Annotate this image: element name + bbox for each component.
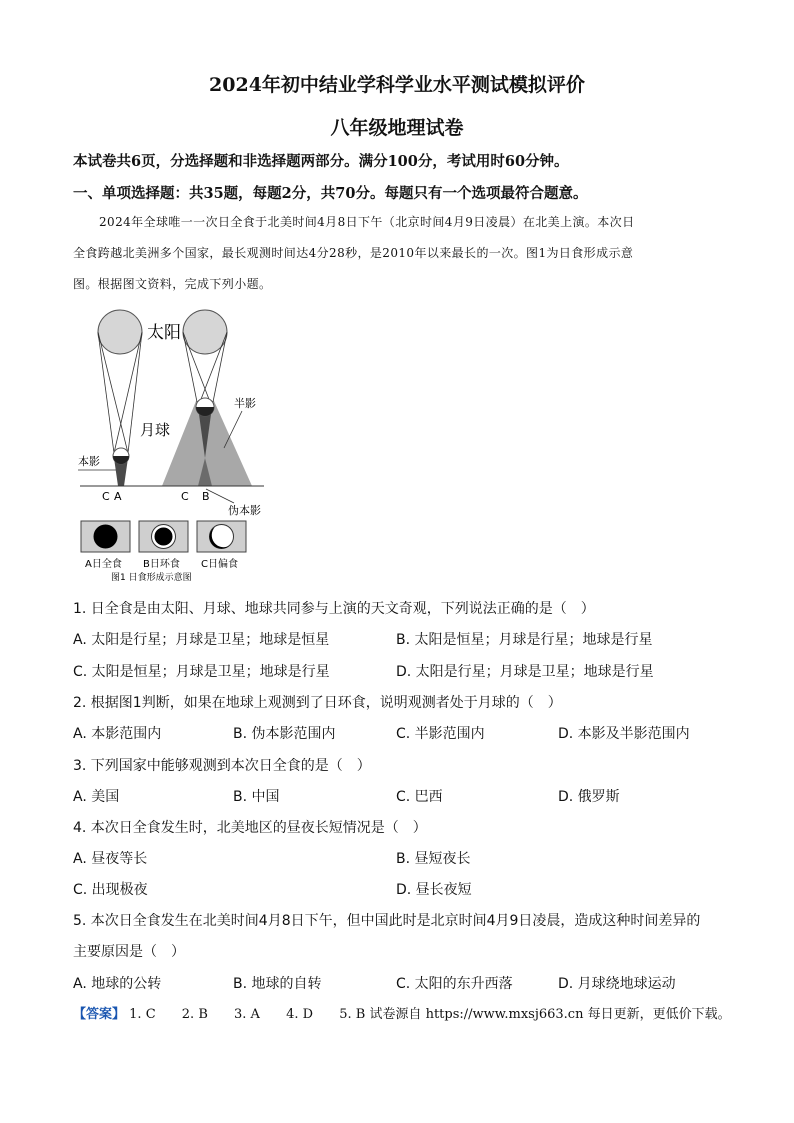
material-paragraph xyxy=(73,207,723,300)
material-line-2: 全食跨越北美洲多个国家，最长观测时间达4分28秒，是2010年以来最长的一次。图1为日食形成示意 xyxy=(73,246,634,260)
question-5-option-d[interactable]: D. 月球绕地球运动 xyxy=(558,976,676,992)
material-line-1: 2024年全球唯一一次日全食于北美时间4月8日下午（北京时间4月9日凌晨）在北美上演。本次日 xyxy=(99,215,635,229)
material-line-3: 图。根据图文资料，完成下列小题。 xyxy=(73,277,272,291)
umbra-label: 本影 xyxy=(78,455,100,468)
sun-label: 太阳 xyxy=(147,323,181,343)
exam-subtitle: 八年级地理试卷 xyxy=(330,117,464,139)
question-3-option-d[interactable]: D. 俄罗斯 xyxy=(558,789,620,805)
question-4-option-b[interactable]: B. 昼短夜长 xyxy=(396,851,471,867)
answer-item: 5. B xyxy=(339,1007,366,1022)
question-3-stem: 3. 下列国家中能够观测到本次日全食的是（ ） xyxy=(73,758,371,774)
question-4-stem: 4. 本次日全食发生时，北美地区的昼夜长短情况是（ ） xyxy=(73,820,427,836)
question-2-option-c[interactable]: C. 半影范围内 xyxy=(396,726,485,742)
question-1-option-a[interactable]: A. 太阳是行星；月球是卫星；地球是恒星 xyxy=(73,632,330,648)
point-c-right: C xyxy=(181,490,189,503)
question-1-option-c[interactable]: C. 太阳是恒星；月球是卫星；地球是行星 xyxy=(73,664,330,680)
question-3-option-a[interactable]: A. 美国 xyxy=(73,789,120,805)
sun-left xyxy=(98,310,142,354)
section-heading: 一、单项选择题：共35题，每题2分，共70分。每题只有一个选项最符合题意。 xyxy=(73,185,588,202)
penumbra-label: 半影 xyxy=(234,397,256,410)
panel-b-label: B日环食 xyxy=(143,559,180,570)
point-c-left: C xyxy=(102,490,110,503)
question-3-option-b[interactable]: B. 中国 xyxy=(233,789,280,805)
eclipse-diagram xyxy=(74,303,274,588)
question-4-option-c[interactable]: C. 出现极夜 xyxy=(73,882,148,898)
moon-label: 月球 xyxy=(140,421,171,439)
question-2-option-b[interactable]: B. 伪本影范围内 xyxy=(233,726,336,742)
point-b: B xyxy=(202,490,210,503)
figure-caption: 图1 日食形成示意图 xyxy=(111,573,192,583)
answer-item: 2. B xyxy=(181,1007,208,1022)
question-1-option-d[interactable]: D. 太阳是行星；月球是卫星；地球是行星 xyxy=(396,664,654,680)
answer-item: 1. C xyxy=(129,1007,156,1022)
antumbra-label: 伪本影 xyxy=(228,504,261,517)
answer-line xyxy=(73,1003,731,1022)
question-5-option-c[interactable]: C. 太阳的东升西落 xyxy=(396,976,513,992)
question-1-stem: 1. 日全食是由太阳、月球、地球共同参与上演的天文奇观，下列说法正确的是（ ） xyxy=(73,601,595,617)
question-2-stem: 2. 根据图1判断，如果在地球上观测到了日环食，说明观测者处于月球的（ ） xyxy=(73,695,562,711)
answer-tag: 【答案】 xyxy=(73,1007,126,1022)
question-5-option-a[interactable]: A. 地球的公转 xyxy=(73,976,162,992)
panel-a-label: A日全食 xyxy=(85,559,122,570)
question-4-option-d[interactable]: D. 昼长夜短 xyxy=(396,882,472,898)
question-5-option-b[interactable]: B. 地球的自转 xyxy=(233,976,322,992)
question-2-option-a[interactable]: A. 本影范围内 xyxy=(73,726,162,742)
answer-item: 4. D xyxy=(286,1007,314,1022)
exam-title: 2024年初中结业学科学业水平测试模拟评价 xyxy=(209,74,585,96)
question-1-option-b[interactable]: B. 太阳是恒星；月球是行星；地球是行星 xyxy=(396,632,653,648)
exam-notice: 本试卷共6页，分选择题和非选择题两部分。满分100分，考试用时60分钟。 xyxy=(73,153,569,170)
question-5-stem-cont: 主要原因是（ ） xyxy=(73,944,185,960)
point-a: A xyxy=(114,490,122,503)
answer-source-note[interactable]: 试卷源自 https://www.mxsj663.cn 每日更新，更低价下载。 xyxy=(369,1007,731,1022)
panel-c-label: C日偏食 xyxy=(201,559,238,570)
question-5-stem: 5. 本次日全食发生在北美时间4月8日下午，但中国此时是北京时间4月9日凌晨，造成这种时间差异的 xyxy=(73,913,701,929)
question-4-option-a[interactable]: A. 昼夜等长 xyxy=(73,851,148,867)
answer-item: 3. A xyxy=(234,1007,260,1022)
question-3-option-c[interactable]: C. 巴西 xyxy=(396,789,443,805)
question-2-option-d[interactable]: D. 本影及半影范围内 xyxy=(558,726,690,742)
sun-right xyxy=(183,310,227,354)
